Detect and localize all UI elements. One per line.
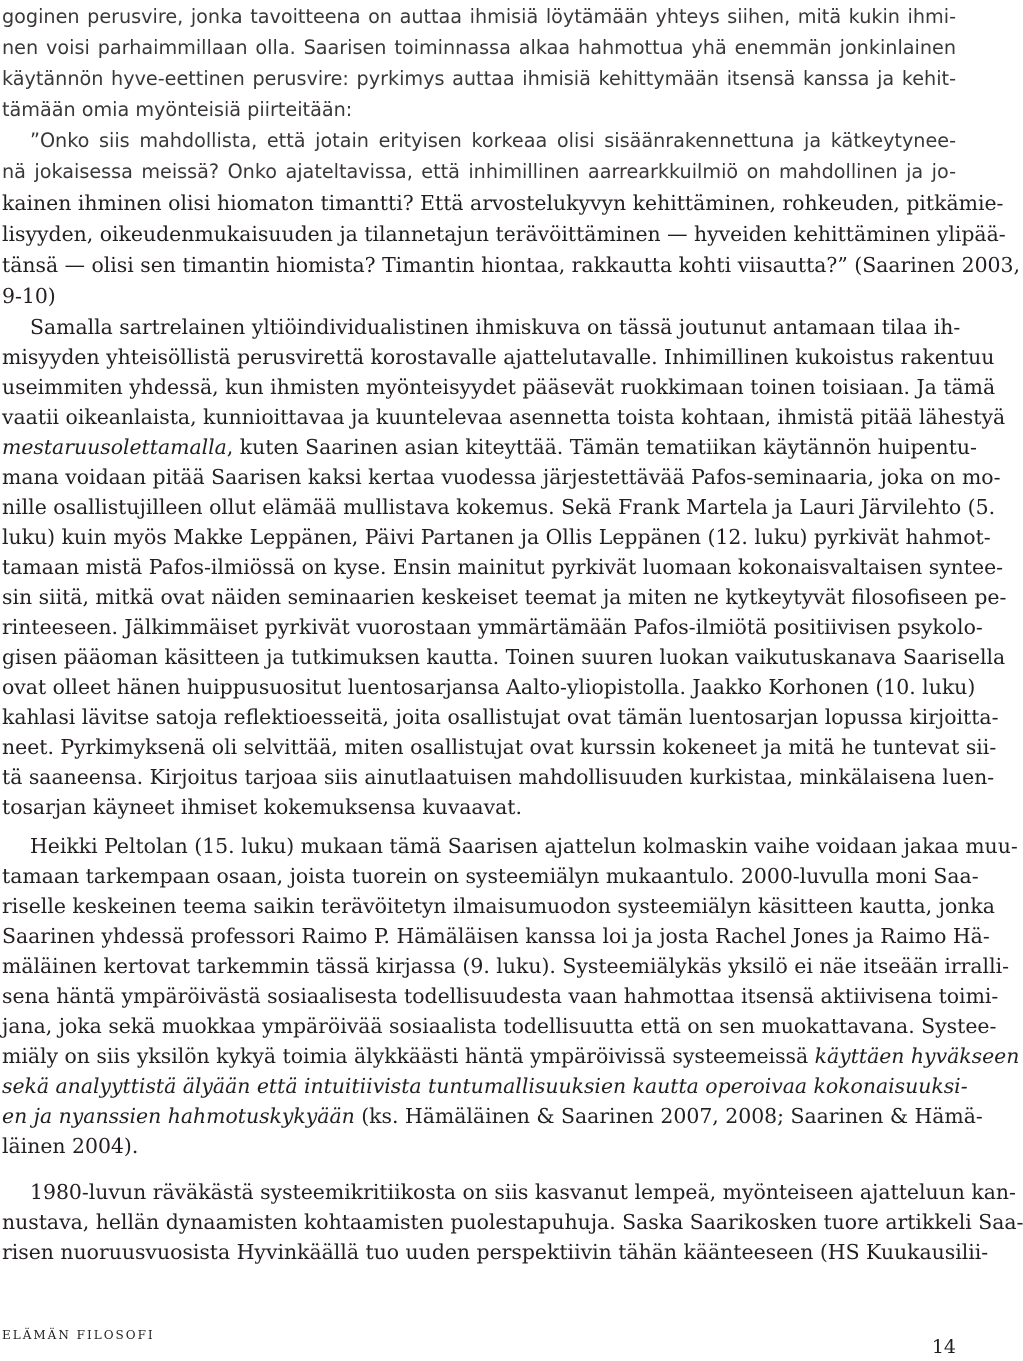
text-span: , kuten Saarinen asian kiteyttää. Tämän tematiikan käytännön huipentu- <box>226 435 977 459</box>
paragraph-line: jana, joka sekä muokkaa ympäröivää sosiaalista todellisuutta että on sen muokattavana. Systee- <box>2 1014 997 1038</box>
quote-line: nä jokaisessa meissä? Onko ajateltavissa, että inhimillinen aarrearkkuilmiö on mahdollinen ja jo- <box>2 160 956 183</box>
paragraph-line: neet. Pyrkimyksenä oli selvittää, miten osallistujat ovat kurssin kokeneet ja mitä he tuntevat sii- <box>2 735 997 759</box>
paragraph-line: gisen pääoman käsitteen ja tutkimuksen kautta. Toinen suuren luokan vaikutuskanava Saarisella <box>2 645 1006 669</box>
paragraph-line: nustava, hellän dynaamisten kohtaamisten puolestapuhuja. Saska Saarikosken tuore artikkeli Saa- <box>2 1210 1023 1234</box>
italic-term: mestaruusolettamalla <box>2 435 227 459</box>
quote-line: ”Onko siis mahdollista, että jotain erityisen korkeaa olisi sisäänrakennettuna ja kätkeytynee- <box>30 129 956 152</box>
paragraph-line: vaatii oikeanlaista, kunnioittavaa ja kuuntelevaa asennetta toista kohtaan, ihmistä pitää lähestyä <box>2 405 1006 429</box>
text-line: goginen perusvire, jonka tavoitteena on auttaa ihmisiä löytämään yhteys siihen, mitä kukin ihmi- <box>2 5 956 28</box>
paragraph-line: riselle keskeinen teema saikin terävöitetyn ilmaisumuodon systeemiälyn käsitteen kautta, jonka <box>2 894 995 918</box>
paragraph-line: sena häntä ympäröivästä sosiaalisesta todellisuudesta vaan hahmottaa itsensä aktiivisena toimi- <box>2 984 999 1008</box>
paragraph-line: luku) kuin myös Makke Leppänen, Päivi Partanen ja Ollis Leppänen (12. luku) pyrkivät hahmot- <box>2 525 991 549</box>
running-footer-title: ELÄMÄN FILOSOFI <box>2 1328 155 1342</box>
paragraph-line <box>2 1071 968 1101</box>
paragraph-line: Heikki Peltolan (15. luku) mukaan tämä Saarisen ajattelun kolmaskin vaihe voidaan jakaa muu- <box>30 834 1018 858</box>
paragraph-line: läinen 2004). <box>2 1134 139 1158</box>
text-line: nen voisi parhaimmillaan olla. Saarisen toiminnassa alkaa hahmottua yhä enemmän jonkinlainen <box>2 36 956 59</box>
paragraph-line <box>2 432 977 462</box>
page-number: 14 <box>931 1336 956 1358</box>
text-span: miäly on siis yksilön kykyä toimia älykkäästi häntä ympäröivissä systeemeissä <box>2 1044 815 1068</box>
paragraph-line: tamaan tarkempaan osaan, joista tuorein on systeemiälyn mukaantulo. 2000-luvulla moni Saa- <box>2 864 979 888</box>
paragraph-line: misyyden yhteisöllistä perusvirettä korostavalle ajattelutavalle. Inhimillinen kukoistus rakentuu <box>2 345 995 369</box>
paragraph-line <box>2 1101 983 1131</box>
paragraph-line: tosarjan käyneet ihmiset kokemuksensa kuvaavat. <box>2 795 522 819</box>
paragraph-line: risen nuoruusvuosista Hyvinkäällä tuo uuden perspektiivin tähän käänteeseen (HS Kuukausilii- <box>2 1240 989 1264</box>
italic-phrase: käyttäen hyväkseen <box>814 1044 1020 1068</box>
text-line: tämään omia myönteisiä piirteitään: <box>2 98 353 121</box>
paragraph-line: nille osallistujilleen ollut elämää mullistava kokemus. Sekä Frank Martela ja Lauri Järvilehto (5. <box>2 495 996 519</box>
quote-line: lisyyden, oikeudenmukaisuuden ja tilannetajun terävöittäminen — hyveiden kehittäminen ylipää- <box>2 222 1006 246</box>
quote-line: 9-10) <box>2 284 56 308</box>
paragraph-line: useimmiten yhdessä, kun ihmisten myönteisyydet pääsevät ruokkimaan toinen toisiaan. Ja tämä <box>2 375 996 399</box>
italic-phrase: en ja nyanssien hahmotuskykyään <box>2 1104 355 1128</box>
quote-line: kainen ihminen olisi hiomaton timantti? Että arvostelukyvyn kehittäminen, rohkeuden, pitkämie- <box>2 191 1004 215</box>
text-span: (ks. Hämäläinen & Saarinen 2007, 2008; Saarinen & Hämä- <box>354 1104 983 1128</box>
quote-line: tänsä — olisi sen timantin hiomista? Timantin hiontaa, rakkautta kohti viisautta?” (Saarinen 2003, <box>2 253 1020 277</box>
paragraph-line: ovat olleet hänen huippusuositut luentosarjansa Aalto-yliopistolla. Jaakko Korhonen (10. luku) <box>2 675 976 699</box>
paragraph-line: mäläinen kertovat tarkemmin tässä kirjassa (9. luku). Systeemiälykäs yksilö ei näe itseään irralli- <box>2 954 1010 978</box>
paragraph-line: sin siitä, mitkä ovat näiden seminaarien keskeiset teemat ja miten ne kytkeytyvät filosofiseen pe- <box>2 585 1007 609</box>
text-line: käytännön hyve-eettinen perusvire: pyrkimys auttaa ihmisiä kehittymään itsensä kanssa ja kehit- <box>2 67 956 90</box>
paragraph-line: rinteeseen. Jälkimmäiset pyrkivät vuorostaan ymmärtämään Pafos-ilmiötä positiivisen psykolo- <box>2 615 983 639</box>
paragraph-line: 1980-luvun räväkästä systeemikritiikosta on siis kasvanut lempeä, myönteiseen ajatteluun kan- <box>30 1180 1016 1204</box>
italic-phrase: sekä analyyttistä älyään että intuitiivista tuntumallisuuksien kautta operoivaa kokonaisuuksi- <box>2 1074 968 1098</box>
paragraph-line: kahlasi lävitse satoja reflektioesseitä, joita osallistujat ovat tämän luentosarjan lopussa kirjoitta- <box>2 705 999 729</box>
paragraph-line: tamaan mistä Pafos-ilmiössä on kyse. Ensin mainitut pyrkivät luomaan kokonaisvaltaisen syntee- <box>2 555 1004 579</box>
paragraph-line: mana voidaan pitää Saarisen kaksi kertaa vuodessa järjestettävää Pafos-seminaaria, joka on mo- <box>2 465 1001 489</box>
paragraph-line: Samalla sartrelainen yltiöindividualistinen ihmiskuva on tässä joutunut antamaan tilaa ih- <box>30 315 961 339</box>
paragraph-line: tä saaneensa. Kirjoitus tarjoaa siis ainutlaatuisen mahdollisuuden kurkistaa, minkälaisena luen- <box>2 765 995 789</box>
paragraph-line <box>2 1041 1020 1071</box>
paragraph-line: Saarinen yhdessä professori Raimo P. Hämäläisen kanssa loi ja josta Rachel Jones ja Raimo Hä- <box>2 924 990 948</box>
